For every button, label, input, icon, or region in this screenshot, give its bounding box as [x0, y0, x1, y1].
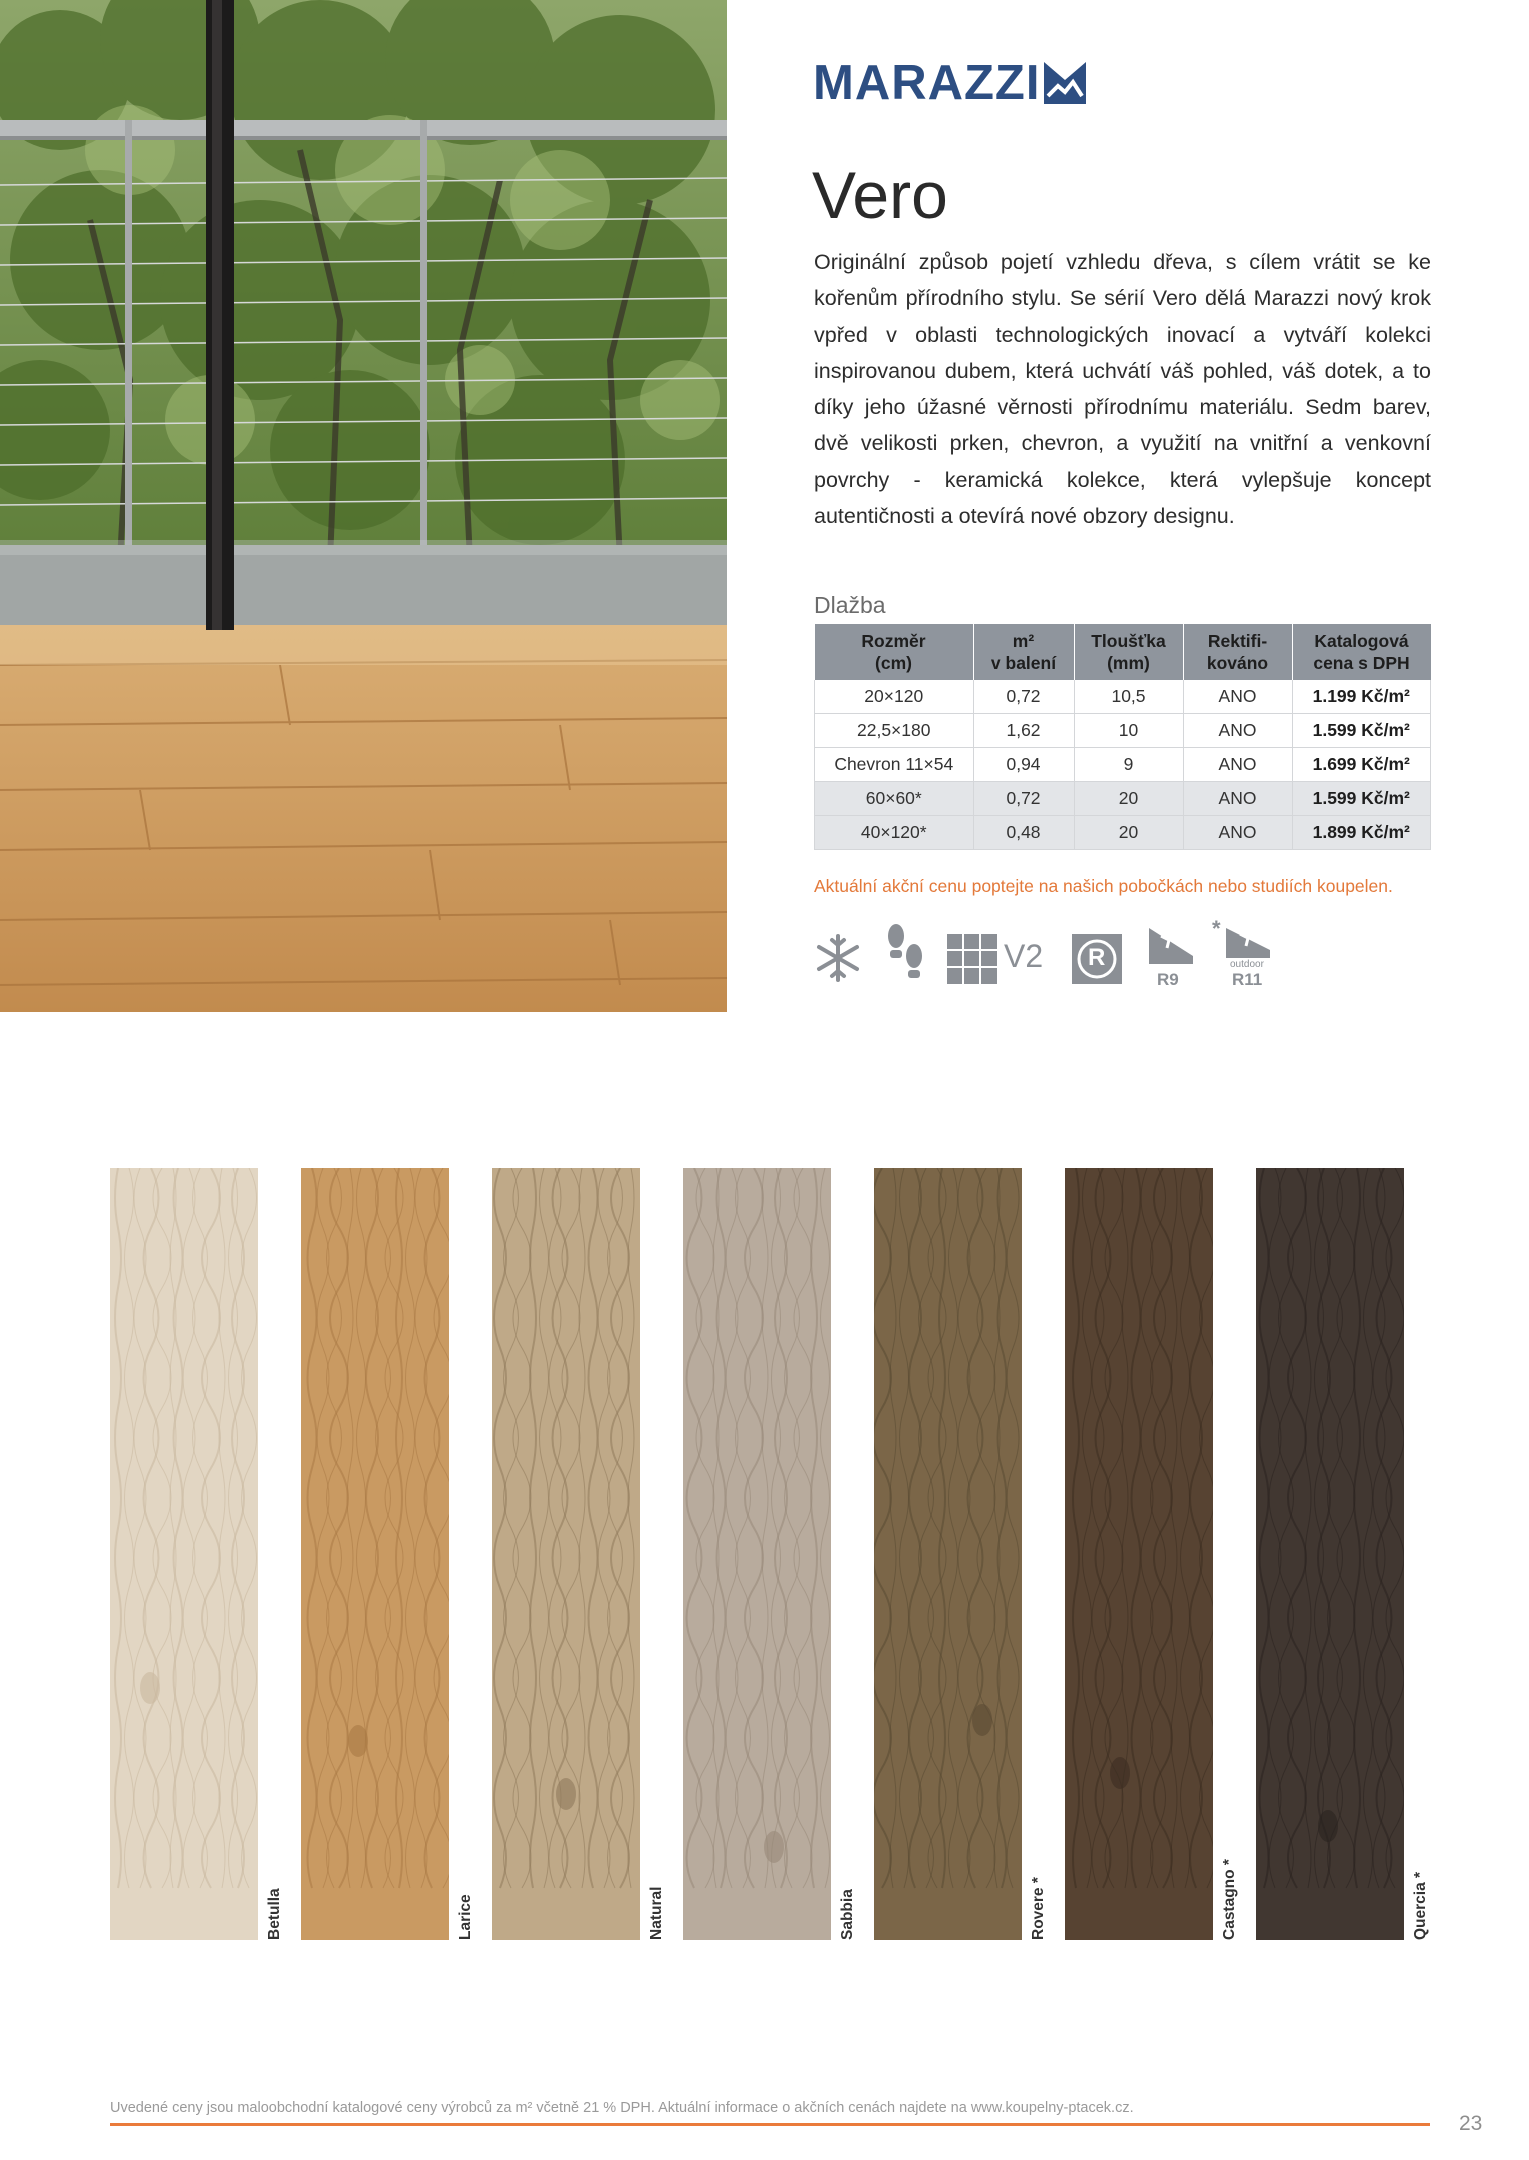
swatch-name: Betulla — [266, 1888, 283, 1940]
r9-label: R9 — [1157, 970, 1179, 989]
cell-price: 1.599 Kč/m² — [1292, 714, 1431, 748]
hero-photo — [0, 0, 727, 1012]
cell-size: 20×120 — [815, 680, 974, 714]
rectified-label: R — [1088, 944, 1106, 971]
cell-rectified: ANO — [1183, 816, 1292, 850]
r11-label: R11 — [1232, 970, 1263, 989]
cell-m2: 0,72 — [973, 782, 1074, 816]
brand-name: MARAZZI — [813, 56, 1041, 110]
swatch-tile — [1256, 1168, 1404, 1940]
swatch-tile — [301, 1168, 449, 1940]
swatch-tile — [1065, 1168, 1213, 1940]
cell-rectified: ANO — [1183, 714, 1292, 748]
swatch-tile — [683, 1168, 831, 1940]
spec-table — [814, 624, 1431, 850]
cell-price: 1.899 Kč/m² — [1292, 816, 1431, 850]
intro-paragraph: Originální způsob pojetí vzhledu dřeva, s cílem vrátit se ke kořenům přírodního stylu. Se sérií Vero dělá Marazzi nový krok vpřed v oblasti technologických inovací a vytváří kolekci inspirovanou dubem, která uchvátí váš pohled, váš dotek, a to díky jeho úžasné věrnosti přírodnímu materiálu. Sedm barev, dvě velikosti prken, chevron, a využití na vnitřní a venkovní povrchy - keramická kolekce, která vylepšuje koncept autentičnosti a otevírá nové obzory designu. — [814, 250, 1431, 529]
swatch-tile — [492, 1168, 640, 1940]
outdoor-label: outdoor — [1230, 959, 1264, 970]
swatch-name: Rovere * — [1030, 1877, 1047, 1940]
cell-m2: 0,72 — [973, 680, 1074, 714]
header-m2-pack: m² v balení — [973, 624, 1074, 680]
cell-size: 40×120* — [815, 816, 974, 850]
brand-logo — [813, 58, 1086, 108]
cell-m2: 0,48 — [973, 816, 1074, 850]
header-rectified: Rektifi- kováno — [1183, 624, 1292, 680]
cell-thickness: 10 — [1074, 714, 1183, 748]
swatch-name: Quercia * — [1412, 1871, 1429, 1940]
table-row — [815, 782, 1431, 816]
cell-rectified: ANO — [1183, 748, 1292, 782]
swatch-name: Sabbia — [839, 1889, 856, 1940]
swatch-name: Castagno * — [1221, 1859, 1238, 1940]
cell-size: 22,5×180 — [815, 714, 974, 748]
cell-price: 1.599 Kč/m² — [1292, 782, 1431, 816]
footer-divider — [110, 2123, 1430, 2126]
swatch-name: Natural — [648, 1886, 665, 1940]
cell-rectified: ANO — [1183, 680, 1292, 714]
page-title: Vero — [812, 158, 948, 232]
header-price: Katalogová cena s DPH — [1292, 624, 1431, 680]
cell-price: 1.199 Kč/m² — [1292, 680, 1431, 714]
cell-thickness: 20 — [1074, 782, 1183, 816]
table-row — [815, 816, 1431, 850]
section-label-tiles: Dlažba — [814, 592, 886, 618]
slip-r9-icon — [1147, 926, 1195, 966]
cell-thickness: 20 — [1074, 816, 1183, 850]
table-row — [815, 714, 1431, 748]
cell-size: 60×60* — [815, 782, 974, 816]
cell-thickness: 9 — [1074, 748, 1183, 782]
footprints-icon — [884, 922, 926, 986]
cell-m2: 1,62 — [973, 714, 1074, 748]
cell-size: Chevron 11×54 — [815, 748, 974, 782]
promo-note: Aktuální akční cenu poptejte na našich pobočkách nebo studiích koupelen. — [814, 876, 1393, 896]
v2-label: V2 — [1004, 938, 1044, 974]
property-icons — [812, 916, 1282, 992]
marazzi-mark-icon — [1044, 62, 1086, 104]
table-row — [815, 680, 1431, 714]
tile-grid-icon — [947, 934, 997, 984]
swatch-tile — [110, 1168, 258, 1940]
header-size: Rozměr (cm) — [815, 624, 974, 680]
header-thickness: Tloušťka (mm) — [1074, 624, 1183, 680]
cell-m2: 0,94 — [973, 748, 1074, 782]
page-number: 23 — [1459, 2112, 1483, 2135]
slip-r11-icon — [1224, 926, 1272, 960]
outdoor-asterisk: * — [1212, 916, 1221, 941]
snowflake-icon — [812, 932, 864, 984]
swatch-tile — [874, 1168, 1022, 1940]
table-header-row — [815, 624, 1431, 680]
cell-price: 1.699 Kč/m² — [1292, 748, 1431, 782]
cell-rectified: ANO — [1183, 782, 1292, 816]
cell-thickness: 10,5 — [1074, 680, 1183, 714]
swatch-name: Larice — [457, 1894, 474, 1940]
table-row — [815, 748, 1431, 782]
footer-note: Uvedené ceny jsou maloobchodní katalogové ceny výrobců za m² včetně 21 % DPH. Aktuální informace o akčních cenách najdete na www.koupelny-ptacek.cz. — [110, 2100, 1134, 2116]
